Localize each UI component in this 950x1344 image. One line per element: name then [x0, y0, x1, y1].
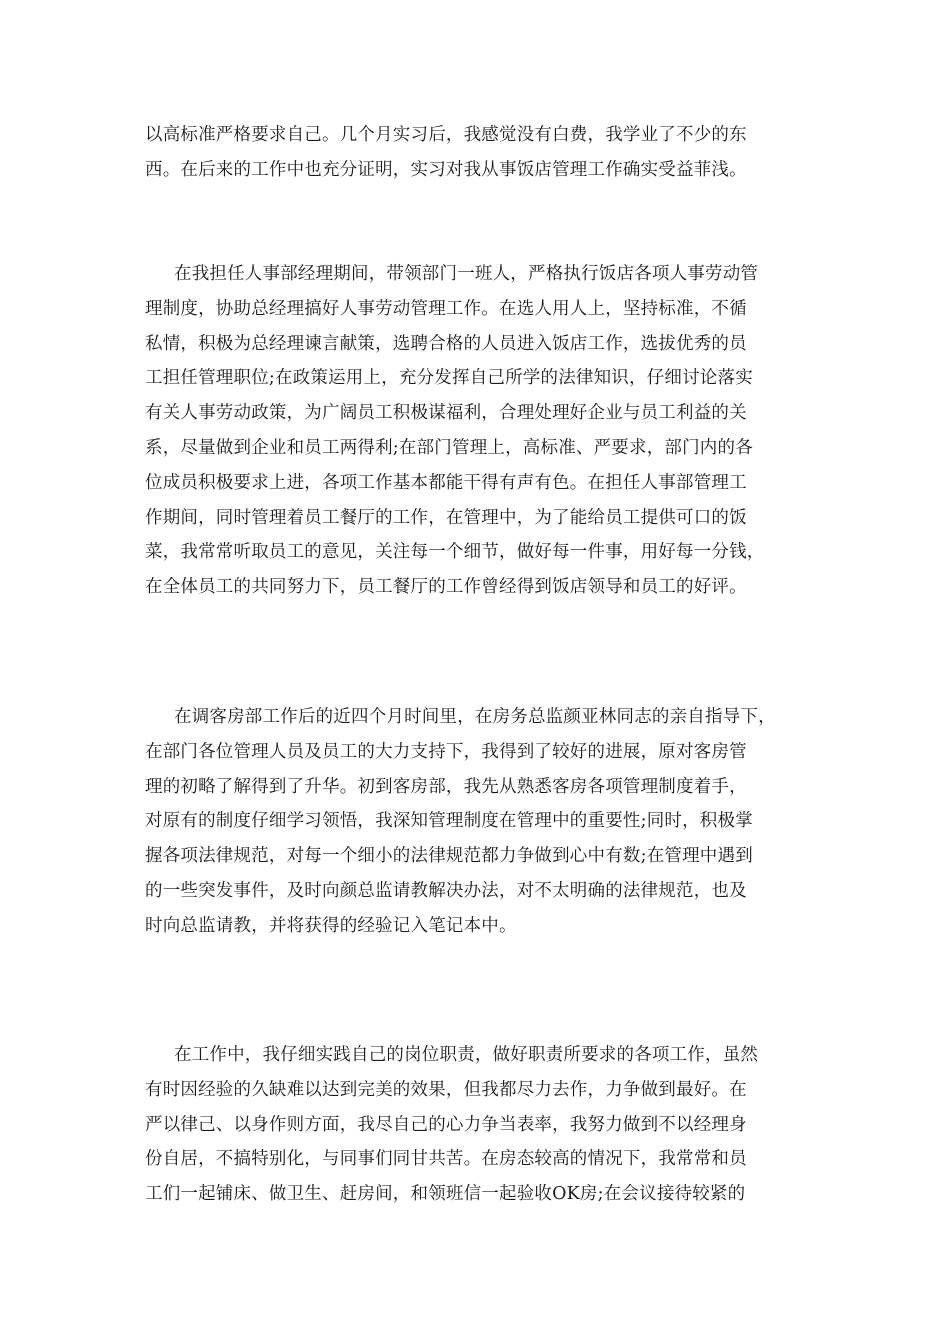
text-line: 私情，积极为总经理谏言献策，选聘合格的人员进入饭店工作，选拔优秀的员: [145, 333, 747, 354]
text-line: 在部门各位管理人员及员工的大力支持下，我得到了较好的进展，原对客房管: [145, 741, 747, 762]
text-line: 位成员积极要求上进，各项工作基本都能干得有声有色。在担任人事部管理工: [145, 472, 747, 493]
text-line: 在工作中，我仔细实践自己的岗位职责，做好职责所要求的各项工作，虽然: [174, 1045, 759, 1065]
text-line: 握各项法律规范，对每一个细小的法律规范都力争做到心中有数;在管理中遇到: [145, 846, 753, 867]
text-line: 的一些突发事件，及时向颜总监请教解决办法，对不太明确的法律规范，也及: [145, 880, 747, 901]
text-line: 理的初略了解得到了升华。初到客房部，我先从熟悉客房各项管理制度着手，: [145, 776, 747, 797]
text-line: 时向总监请教，并将获得的经验记入笔记本中。: [145, 915, 517, 936]
text-line: 作期间，同时管理着员工餐厅的工作，在管理中，为了能给员工提供可口的饭: [145, 507, 747, 528]
text-line: 有关人事劳动政策，为广阔员工积极谋福利，合理处理好企业与员工利益的关: [145, 403, 747, 424]
text-line: 工们一起铺床、做卫生、赶房间，和领班信一起验收OK房;在会议接待较紧的: [145, 1184, 746, 1205]
paragraph-1: [145, 118, 835, 188]
paragraph-3: [145, 700, 835, 944]
paragraph-2: [145, 257, 835, 605]
text-line: 以高标准严格要求自己。几个月实习后，我感觉没有白费，我学业了不少的东: [145, 125, 747, 145]
text-line: 西。在后来的工作中也充分证明，实习对我从事饭店管理工作确实受益菲浅。: [145, 159, 747, 180]
text-line: 在调客房部工作后的近四个月时间里，在房务总监颜亚林同志的亲自指导下，: [174, 707, 776, 727]
text-line: 在我担任人事部经理期间，带领部门一班人，严格执行饭店各项人事劳动管: [174, 264, 759, 284]
paragraph-4: [145, 1038, 835, 1212]
text-line: 份自居，不搞特别化，与同事们同甘共苦。在房态较高的情况下，我常常和员: [145, 1149, 747, 1170]
text-line: 理制度，协助总经理搞好人事劳动管理工作。在选人用人上，坚持标准，不循: [145, 298, 747, 319]
text-line: 工担任管理职位;在政策运用上，充分发挥自己所学的法律知识，仔细讨论落实: [145, 368, 753, 389]
text-line: 严以律己、以身作则方面，我尽自己的心力争当表率，我努力做到不以经理身: [145, 1114, 747, 1135]
text-line: 有时因经验的久缺难以达到完美的效果，但我都尽力去作，力争做到最好。在: [145, 1079, 747, 1100]
text-line: 对原有的制度仔细学习领悟，我深知管理制度在管理中的重要性;同时，积极掌: [145, 811, 753, 832]
text-line: 菜，我常常听取员工的意见，关注每一个细节，做好每一件事，用好每一分钱，: [145, 542, 765, 563]
text-line: 系，尽量做到企业和员工两得利;在部门管理上，高标准、严要求，部门内的各: [145, 437, 753, 458]
text-line: 在全体员工的共同努力下，员工餐厅的工作曾经得到饭店领导和员工的好评。: [145, 577, 747, 598]
